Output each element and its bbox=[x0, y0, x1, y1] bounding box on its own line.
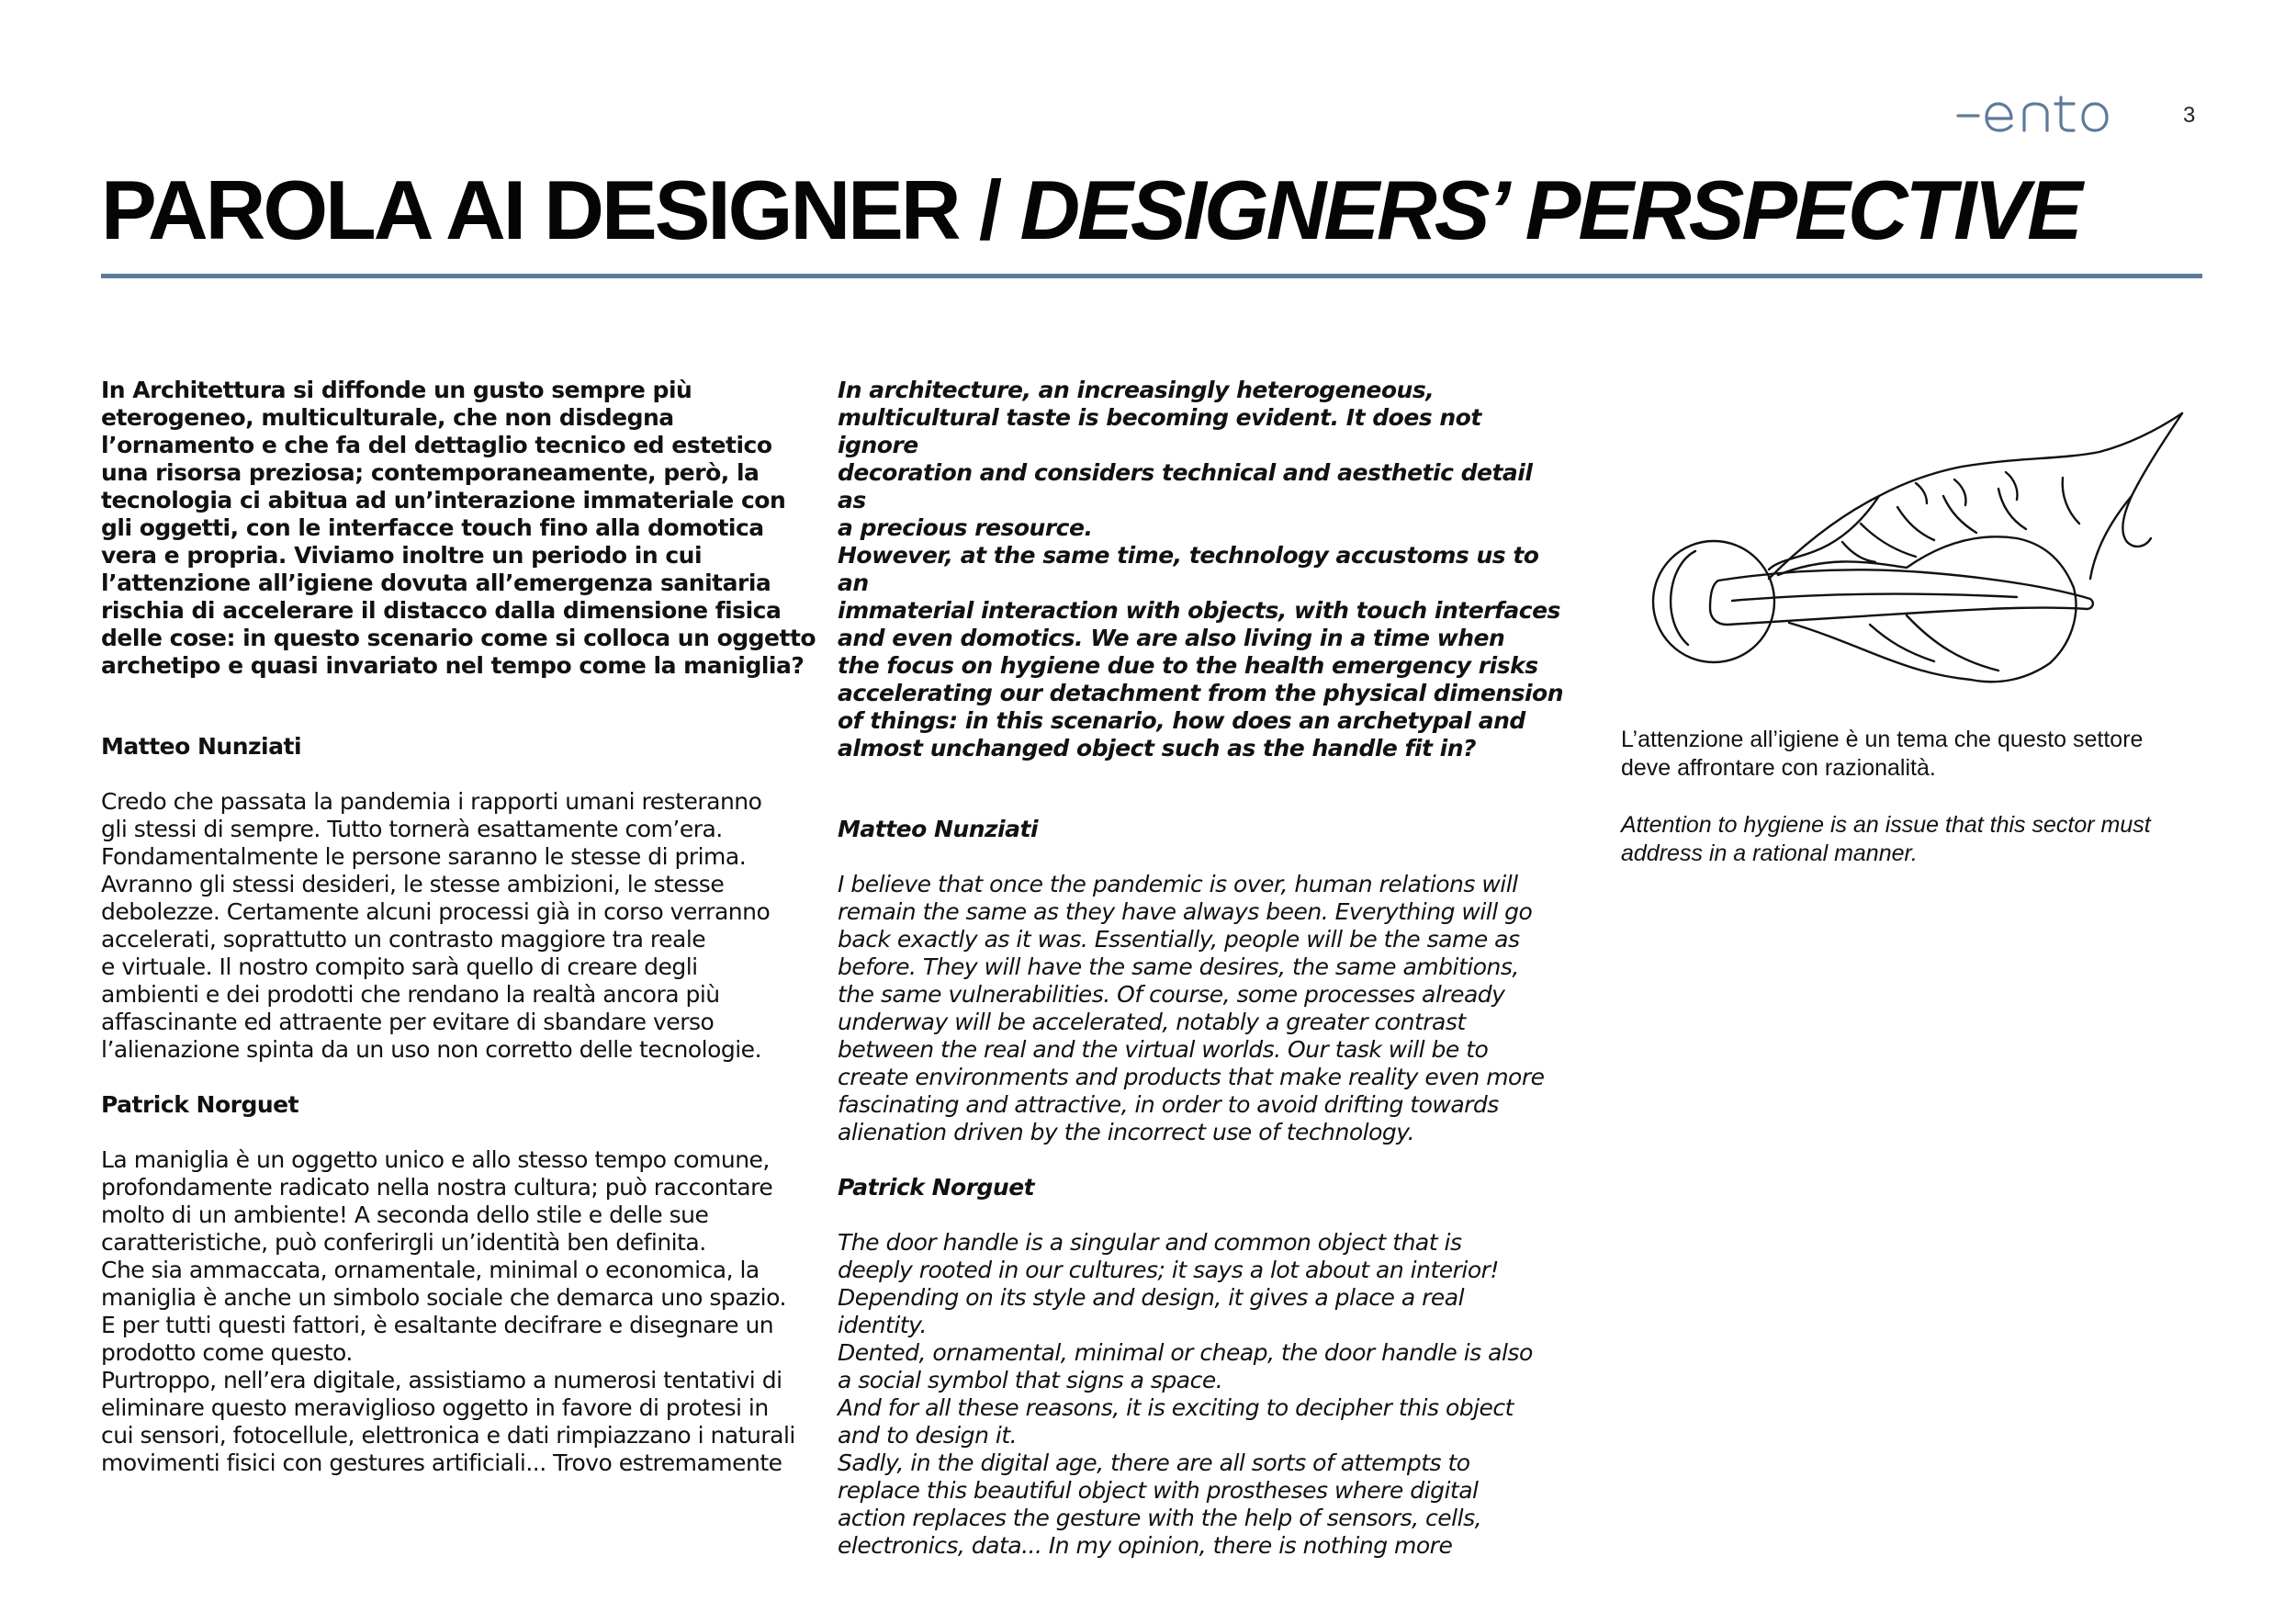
knuckle-3 bbox=[2006, 472, 2018, 500]
english-intro: In architecture, an increasingly heterogeneous, multicultural taste is becoming evident. It does not ignore decoration and considers technical and aesthetic detail as a precious resource. However, at the same time, technology accustoms us to an immaterial interaction with objects, with touch interfaces and even domotics. We are also living in a time when the focus on hygiene due to the health emergency risks accelerating our detachment from the physical dimension of things: in this scenario, how does an archetypal and almost unchanged object such as the handle fit in? bbox=[838, 377, 1563, 761]
finger-crease-4 bbox=[1998, 489, 2026, 529]
knuckle-1 bbox=[1916, 483, 1927, 503]
finger-crease-3 bbox=[1943, 496, 1976, 533]
gloved-hand-cleaning-handle-icon bbox=[1631, 404, 2200, 689]
illustration-caption bbox=[1621, 726, 2227, 868]
finger-crease-2 bbox=[1897, 507, 1934, 540]
glove-cuff bbox=[2122, 413, 2182, 547]
italian-designer-2-name: Patrick Norguet bbox=[101, 1091, 299, 1118]
english-designer-2-name: Patrick Norguet bbox=[838, 1174, 1035, 1201]
english-column bbox=[838, 377, 1563, 1560]
title-english: DESIGNERS’ PERSPECTIVE bbox=[1019, 164, 2080, 257]
italian-designer-1-name: Matteo Nunziati bbox=[101, 733, 302, 760]
glove-back bbox=[1769, 413, 2182, 579]
italian-designer-1-text: Credo che passata la pandemia i rapporti umani resteranno gli stessi di sempre. Tutto tornerà esattamente com’era. Fondamentalmente le persone saranno le stesse di prima. Avranno gli stessi desideri, le stesse ambizioni, le stesse debolezze. Certamente alcuni processi già in corso verranno accelerati, soprattutto un contrasto maggiore tra reale e virtuale. Il nostro compito sarà quello di creare degli ambienti e dei prodotti che rendano la realtà ancora più affascinante ed attraente per evitare di sbandare verso l’alienazione spinta da un uso non corretto delle tecnologie. bbox=[101, 788, 771, 1063]
italian-designer-2-text: La maniglia è un oggetto unico e allo stesso tempo comune, profondamente radicato nella nostra cultura; può raccontare molto di un ambiente! A seconda dello stile e delle sue caratteristiche, può conferirgli un’identità ben definita. Che sia ammaccata, ornamentale, minimal o economica, la maniglia è anche un simbolo sociale che demarca uno spazio. E per tutti questi fattori, è esaltante decifrare e disegnare un prodotto come questo. Purtroppo, nell’era digitale, assistiamo a numerosi tentativi di eliminare questo meraviglioso oggetto in favore di protesi in cui sensori, fotocellule, elettronica e dati rimpiazzano i naturali movimenti fisici con gestures artificiali... Trovo estremamente bbox=[101, 1146, 795, 1476]
cleaning-cloth bbox=[1778, 536, 2076, 682]
page-number: 3 bbox=[2183, 103, 2196, 128]
handle-rose-inner bbox=[1671, 551, 1695, 645]
title-italian: PAROLA AI DESIGNER / bbox=[101, 164, 1020, 257]
english-designer-1-name: Matteo Nunziati bbox=[838, 816, 1039, 842]
page-title bbox=[101, 164, 2080, 260]
caption-english: Attention to hygiene is an issue that this sector must address in a rational manner. bbox=[1621, 812, 2151, 866]
glove-wrinkle bbox=[1842, 542, 1875, 562]
english-designer-1-text: I believe that once the pandemic is over, human relations will remain the same as they have always been. Everything will go back exactly as it was. Essentially, people will be the same as before. They will have the same desires, the same ambitions, the same vulnerabilities. Of course, some processes already underway will be accelerated, notably a greater contrast between the real and the virtual worlds. Our task will be to create environments and products that make reality even more fascinating and attractive, in order to avoid drifting towards alienation driven by the incorrect use of technology. bbox=[838, 871, 1545, 1145]
english-designer-2-text: The door handle is a singular and common object that is deeply rooted in our cultures; it says a lot about an interior! Depending on its style and design, it gives a place a real identity. Dented, ornamental, minimal or cheap, the door handle is also a social symbol that signs a space. And for all these reasons, it is exciting to decipher this object and to design it. Sadly, in the digital age, there are all sorts of attempts to replace this beautiful object with prostheses where digital action replaces the gesture with the help of sensors, cells, electronics, data... In my opinion, there is nothing more bbox=[838, 1229, 1533, 1559]
ento-logo bbox=[1954, 96, 2109, 136]
knuckle-2 bbox=[1954, 479, 1966, 505]
italian-intro: In Architettura si diffonde un gusto sempre più eterogeneo, multiculturale, che non disdegna l’ornamento e che fa del dettaglio tecnico ed estetico una risorsa preziosa; contemporaneamente, però, la tecnologia ci abitua ad un’interazione immateriale con gli oggetti, con le interfacce touch fino alla domotica vera e propria. Viviamo inoltre un periodo in cui l’attenzione all’igiene dovuta all’emergenza sanitaria rischia di accelerare il distacco dalla dimensione fisica delle cose: in questo scenario come si colloca un oggetto archetipo e quasi invariato nel tempo come la maniglia? bbox=[101, 377, 816, 679]
cloth-fold-1 bbox=[1907, 615, 1998, 671]
title-divider bbox=[101, 274, 2202, 278]
italian-column bbox=[101, 377, 817, 1477]
caption-italian: L’attenzione all’igiene è un tema che questo settore deve affrontare con razionalità. bbox=[1621, 727, 2144, 781]
finger-crease-1 bbox=[1861, 524, 1916, 557]
finger-crease-5 bbox=[2063, 478, 2079, 524]
